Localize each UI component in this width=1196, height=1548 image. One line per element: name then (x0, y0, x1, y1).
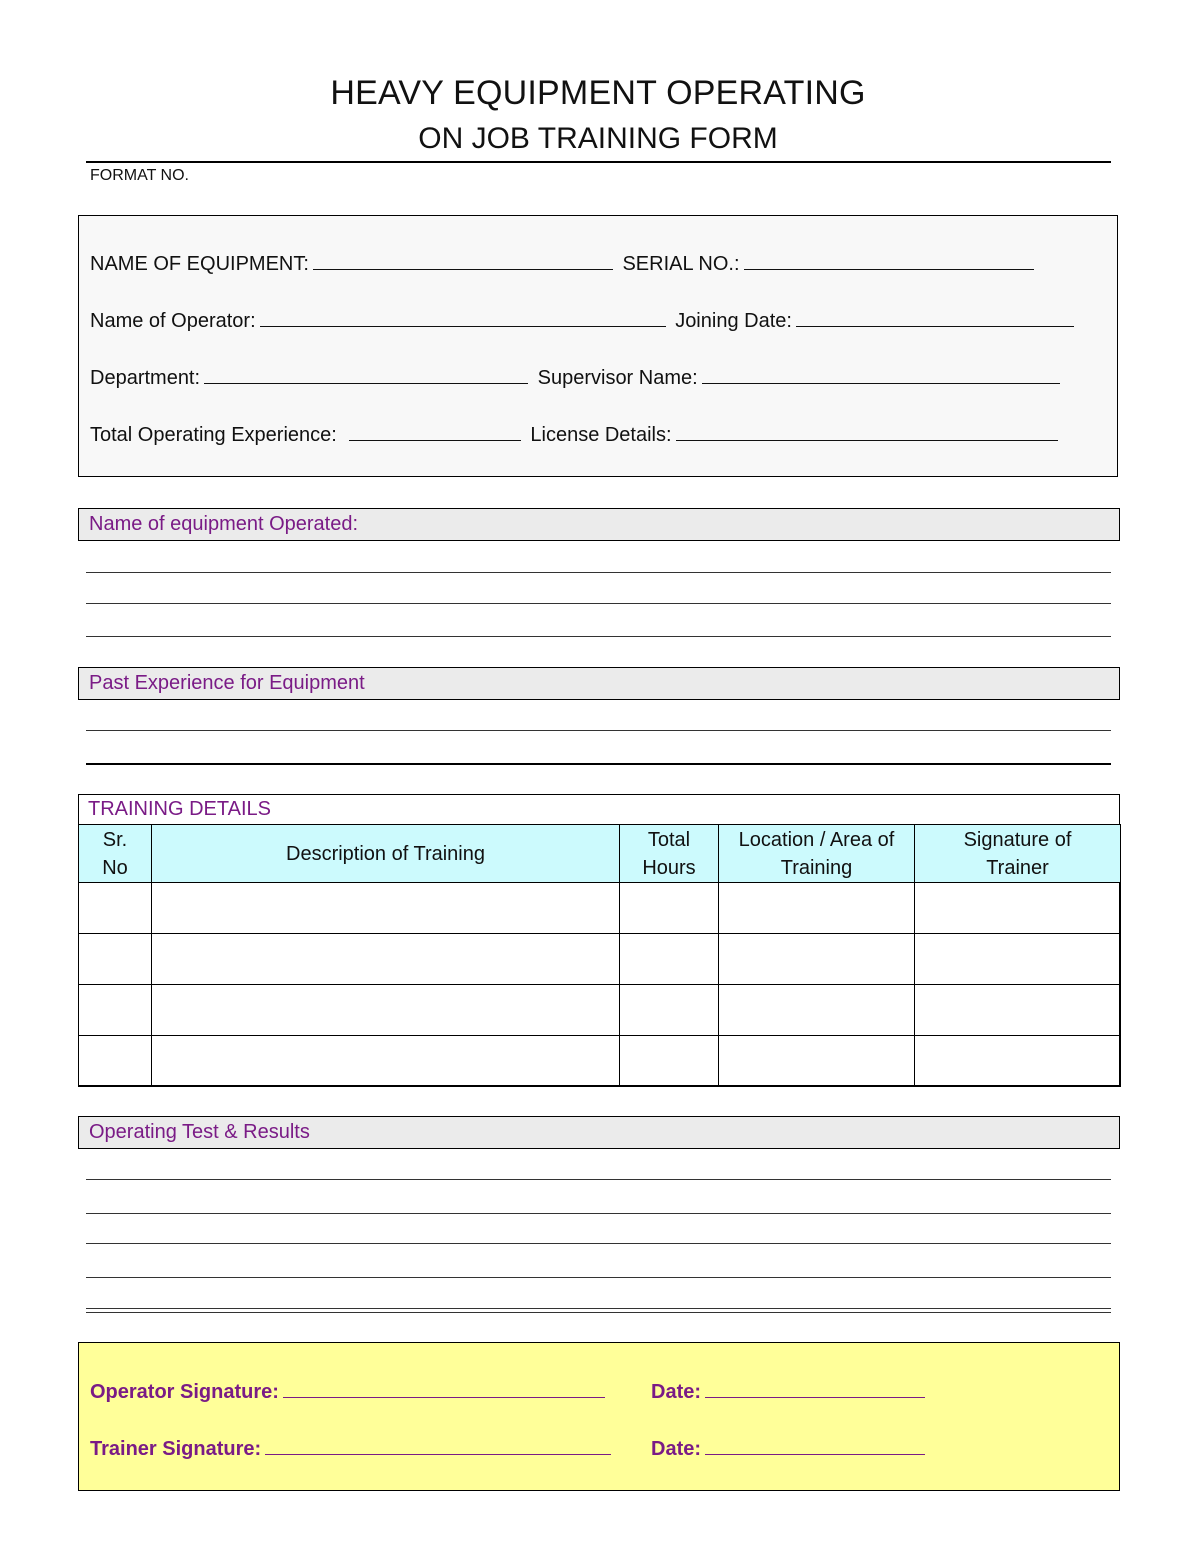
equipment-operated-line-2[interactable] (86, 603, 1111, 604)
license-details-field[interactable] (676, 420, 1058, 441)
col-signature-line2: Trainer (986, 856, 1049, 879)
col-signature (915, 825, 1121, 883)
training-details-section (78, 794, 1120, 1086)
operating-test-section-header (78, 1116, 1120, 1149)
format-no-label: FORMAT NO. (90, 167, 189, 184)
trainer-signature-field[interactable] (265, 1434, 611, 1455)
joining-date-field[interactable] (796, 306, 1074, 327)
location-cell[interactable] (719, 883, 915, 934)
description-cell[interactable] (152, 883, 620, 934)
col-description-label: Description of Training (286, 842, 485, 865)
name-of-operator-field[interactable] (260, 306, 666, 327)
name-of-equipment-field[interactable] (313, 249, 613, 270)
location-cell[interactable] (719, 985, 915, 1036)
col-location-line1: Location / Area of (738, 828, 895, 851)
serial-no-label: SERIAL NO.: (622, 253, 740, 275)
joining-date-label: Joining Date: (675, 310, 792, 332)
name-of-equipment-label: NAME OF EQUIPMENT: (90, 253, 309, 275)
form-subtitle: ON JOB TRAINING FORM (418, 122, 778, 155)
past-experience-heading: Past Experience for Equipment (89, 672, 365, 694)
table-row (79, 934, 1121, 985)
training-details-heading: TRAINING DETAILS (88, 798, 271, 820)
signature-cell[interactable] (915, 985, 1121, 1036)
location-cell[interactable] (719, 1036, 915, 1087)
total-operating-experience-field[interactable] (349, 420, 521, 441)
operating-test-line-3[interactable] (86, 1243, 1111, 1244)
operator-date-label: Date: (651, 1381, 702, 1403)
name-of-operator-label: Name of Operator: (90, 310, 256, 332)
operator-info-box (78, 215, 1118, 477)
training-details-table (78, 824, 1121, 1087)
operator-signature-field[interactable] (283, 1377, 605, 1398)
info-row-equipment (90, 249, 1038, 276)
operator-date-row (651, 1377, 929, 1404)
trainer-date-label: Date: (651, 1438, 702, 1460)
trainer-signature-row (90, 1434, 615, 1461)
total-operating-experience-label: Total Operating Experience: (90, 424, 337, 446)
operating-test-line-1[interactable] (86, 1179, 1111, 1180)
supervisor-name-label: Supervisor Name: (537, 367, 698, 389)
table-row (79, 985, 1121, 1036)
col-signature-line1: Signature of (963, 828, 1072, 851)
operator-signature-row (90, 1377, 609, 1404)
col-total-hours (620, 825, 719, 883)
info-row-department (90, 363, 1064, 390)
trainer-signature-label: Trainer Signature: (90, 1438, 262, 1460)
operating-test-line-5[interactable] (86, 1308, 1111, 1309)
table-row (79, 1036, 1121, 1087)
past-experience-line-2[interactable] (86, 763, 1111, 765)
total-hours-cell[interactable] (620, 883, 719, 934)
sr-no-cell[interactable] (79, 1036, 152, 1087)
signature-cell[interactable] (915, 1036, 1121, 1087)
col-location-line2: Training (780, 856, 853, 879)
operator-signature-label: Operator Signature: (90, 1381, 279, 1403)
col-location (719, 825, 915, 883)
equipment-operated-line-1[interactable] (86, 572, 1111, 573)
info-row-operator (90, 306, 1078, 333)
operating-test-heading: Operating Test & Results (89, 1121, 310, 1143)
col-description (152, 825, 620, 883)
description-cell[interactable] (152, 1036, 620, 1087)
table-row (79, 883, 1121, 934)
serial-no-field[interactable] (744, 249, 1034, 270)
description-cell[interactable] (152, 985, 620, 1036)
description-cell[interactable] (152, 934, 620, 985)
location-cell[interactable] (719, 934, 915, 985)
signature-box (78, 1342, 1120, 1491)
col-sr-no-line2: No (102, 856, 128, 879)
equipment-operated-section-header (78, 508, 1120, 541)
past-experience-section-header (78, 667, 1120, 700)
supervisor-name-field[interactable] (702, 363, 1060, 384)
signature-cell[interactable] (915, 934, 1121, 985)
trainer-date-field[interactable] (705, 1434, 925, 1455)
signature-cell[interactable] (915, 883, 1121, 934)
col-sr-no (79, 825, 152, 883)
equipment-operated-line-3[interactable] (86, 636, 1111, 637)
operating-test-line-2[interactable] (86, 1213, 1111, 1214)
total-hours-cell[interactable] (620, 934, 719, 985)
training-header-row (79, 825, 1121, 883)
operating-test-double-rule (86, 1312, 1111, 1313)
total-hours-cell[interactable] (620, 985, 719, 1036)
total-hours-cell[interactable] (620, 1036, 719, 1087)
license-details-label: License Details: (530, 424, 672, 446)
header-divider (86, 161, 1111, 163)
equipment-operated-heading: Name of equipment Operated: (89, 513, 359, 535)
sr-no-cell[interactable] (79, 883, 152, 934)
col-total-hours-line1: Total (647, 828, 691, 851)
department-field[interactable] (204, 363, 528, 384)
info-row-experience (90, 420, 1062, 447)
sr-no-cell[interactable] (79, 985, 152, 1036)
trainer-date-row (651, 1434, 929, 1461)
sr-no-cell[interactable] (79, 934, 152, 985)
form-title: HEAVY EQUIPMENT OPERATING (330, 74, 866, 112)
col-total-hours-line2: Hours (642, 856, 696, 879)
department-label: Department: (90, 367, 201, 389)
operating-test-line-4[interactable] (86, 1277, 1111, 1278)
col-sr-no-line1: Sr. (102, 828, 128, 851)
past-experience-line-1[interactable] (86, 730, 1111, 731)
operator-date-field[interactable] (705, 1377, 925, 1398)
